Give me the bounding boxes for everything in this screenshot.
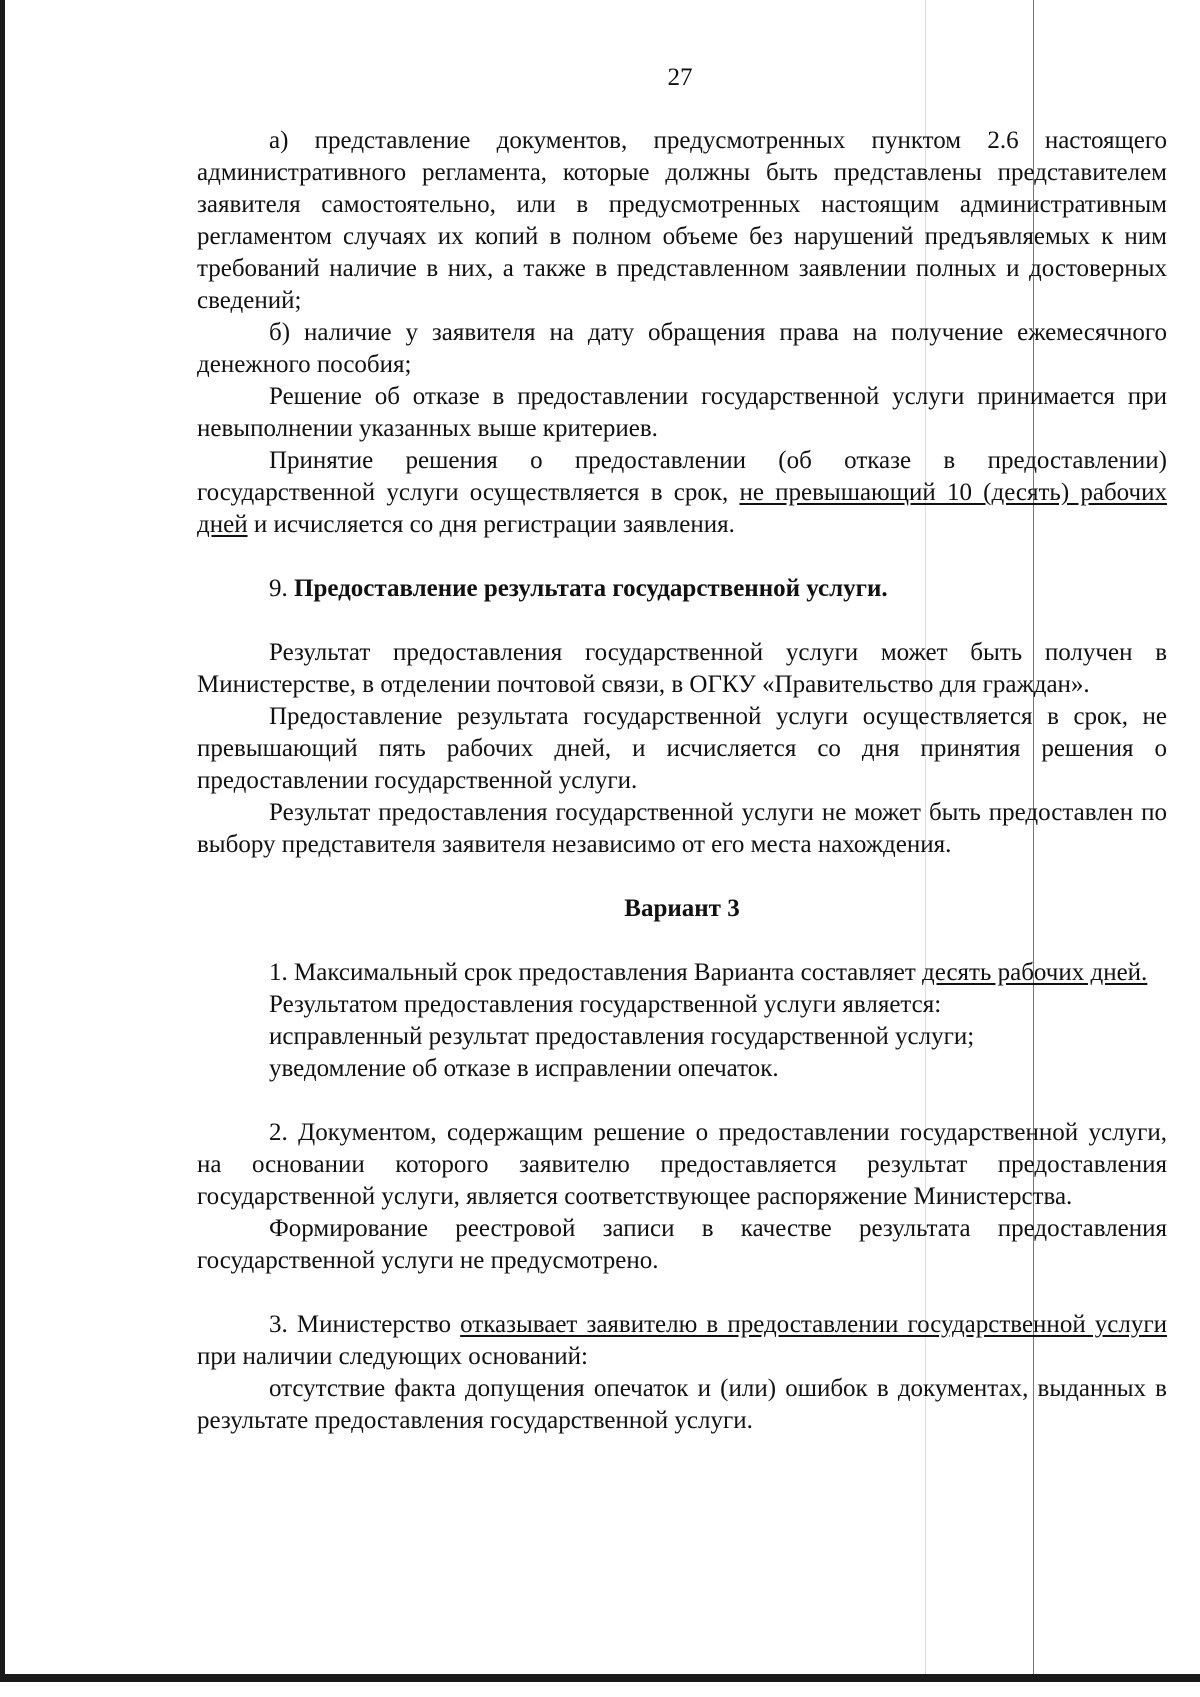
- paragraph-result-location: Результат предоставления государственной услуги не может быть предоставлен по выбору представителя заявителя независимо от его места нахождения.: [197, 799, 1167, 858]
- decision-term-text-end: и исчисляется со дня регистрации заявления.: [247, 511, 735, 538]
- spacer: [197, 541, 1167, 573]
- paragraph-max-term: [197, 957, 1167, 989]
- spacer: [197, 925, 1167, 957]
- paragraph-decision-document: 2. Документом, содержащим решение о предоставлении государственной услуги, на основании которого заявителю предоставляется результат предоставления государственной услуги, является соответствующее распоряжение Министерства.: [197, 1119, 1167, 1210]
- paragraph-result-term: Предоставление результата государственной услуги осуществляется в срок, не превышающий пять рабочих дней, и исчисляется со дня принятия решения о предоставлении государственной услуги.: [197, 703, 1167, 794]
- spacer: [197, 861, 1167, 893]
- document-body: [197, 125, 1167, 1437]
- paragraph-no-typos: отсутствие факта допущения опечаток и (или) ошибок в документах, выданных в результате предоставления государственной услуги.: [197, 1375, 1167, 1434]
- max-term-underlined: десять рабочих дней.: [922, 959, 1148, 986]
- paragraph-b: б) наличие у заявителя на дату обращения права на получение ежемесячного денежного пособия;: [197, 319, 1167, 378]
- paragraph-a: а) представление документов, предусмотренных пунктом 2.6 настоящего административного регламента, которые должны быть представлены представителем заявителя самостоятельно, или в предусмотренных настоящим административным регламентом случаях их копий в полном объеме без нарушений предъявляемых к ним требований наличие в них, а также в представленном заявлении полных и достоверных сведений;: [197, 127, 1167, 314]
- spacer: [197, 1277, 1167, 1309]
- scan-border-bottom: [0, 1674, 1200, 1682]
- section-9-title: Предоставление результата государственной услуги.: [294, 575, 888, 602]
- paragraph-decision-term: [197, 445, 1167, 541]
- page-number: 27: [667, 64, 693, 91]
- refusal-grounds-underlined: отказывает заявителю в предоставлении государственной услуги: [460, 1311, 1168, 1338]
- refusal-grounds-text-start: 3. Министерство: [269, 1311, 461, 1338]
- scan-border-left: [0, 0, 5, 1680]
- refusal-grounds-text-end: при наличии следующих оснований:: [197, 1343, 589, 1370]
- list-item-refusal-notice: уведомление об отказе в исправлении опечаток.: [269, 1055, 779, 1082]
- max-term-text: 1. Максимальный срок предоставления Варианта составляет: [269, 959, 922, 986]
- variant-3-heading: Вариант 3: [624, 895, 740, 922]
- paragraph-refusal-grounds: [197, 1309, 1167, 1373]
- section-9-heading: [197, 573, 1167, 605]
- paragraph-result-is: Результатом предоставления государственной услуги является:: [269, 991, 942, 1018]
- paragraph-result-place: Результат предоставления государственной услуги может быть получен в Министерстве, в отделении почтовой связи, в ОГКУ «Правительство для граждан».: [197, 639, 1167, 698]
- paragraph-refusal-decision: Решение об отказе в предоставлении государственной услуги принимается при невыполнении указанных выше критериев.: [197, 383, 1167, 442]
- decision-term-underlined: не превышающий 10 (десять) рабочих дней: [197, 479, 1167, 538]
- paragraph-registry-record: Формирование реестровой записи в качестве результата предоставления государственной услуги не предусмотрено.: [197, 1215, 1167, 1274]
- spacer: [197, 605, 1167, 637]
- spacer: [197, 1085, 1167, 1117]
- decision-term-text-start: Принятие решения о предоставлении (об отказе в предоставлении) государственной услуги осуществляется в срок,: [197, 447, 1167, 506]
- list-item-corrected-result: исправленный результат предоставления государственной услуги;: [269, 1023, 975, 1050]
- section-9-number: 9.: [269, 575, 294, 602]
